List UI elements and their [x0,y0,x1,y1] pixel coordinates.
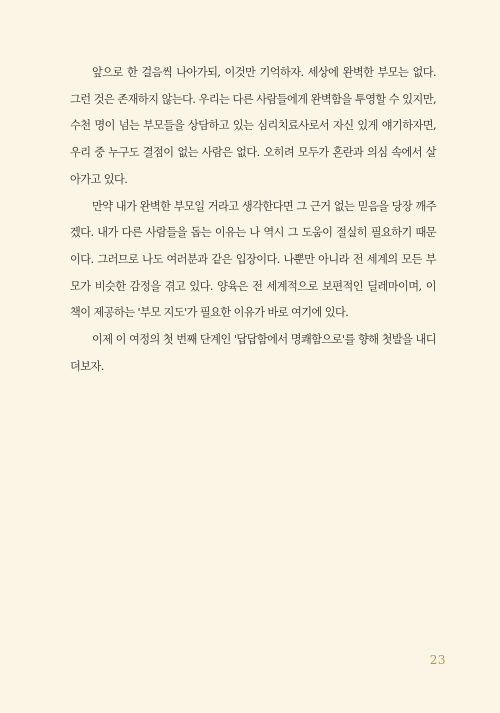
paragraph-1: 앞으로 한 걸음씩 나아가되, 이것만 기억하자. 세상에 완벽한 부모는 없다. 그런 것은 존재하지 않는다. 우리는 다른 사람들에게 완벽함을 투영할 수 있지만, 수천 명이 넘는 부모들을 상담하고 있는 심리치료사로서 자신 있게 얘기하자면, 우리 중 누구도 결점이 없는 사람은 없다. 오히려 모두가 혼란과 의심 속에서 살아가고 있다. [70,66,436,186]
body-text [70,60,436,380]
page-number: 23 [429,653,446,667]
paragraph-3: 이제 이 여정의 첫 번째 단계인 '답답함에서 명쾌함으로'를 향해 첫발을 내디뎌보자. [70,333,436,373]
paragraph-2: 만약 내가 완벽한 부모일 거라고 생각한다면 그 근거 없는 믿음을 당장 깨주겠다. 내가 다른 사람들을 돕는 이유는 나 역시 그 도움이 절실히 필요하기 때문이다. 그러므로 나도 여러분과 같은 입장이다. 나뿐만 아니라 전 세계의 모든 부모가 비슷한 감정을 겪고 있다. 양육은 전 세계적으로 보편적인 딜레마이며, 이 책이 제공하는 '부모 지도'가 필요한 이유가 바로 여기에 있다. [70,199,436,320]
